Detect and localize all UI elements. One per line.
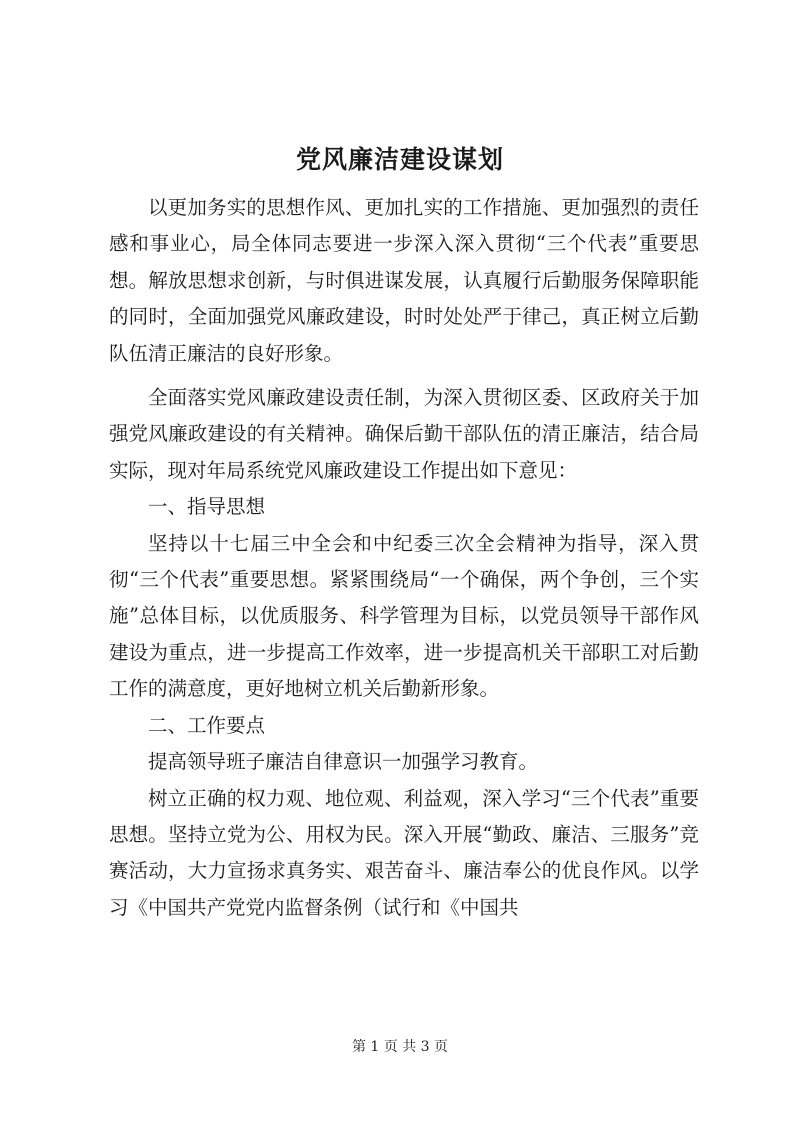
paragraph-intro: 以更加务实的思想作风、更加扎实的工作措施、更加强烈的责任感和事业心，局全体同志要进一步深入深入贯彻“三个代表”重要思想。解放思想求创新，与时俱进谋发展，认真履行后勤服务保障职能的同时，全面加强党风廉政建设，时时处处严于律己，真正树立后勤队伍清正廉洁的良好形象。 xyxy=(109,196,699,365)
section-heading-guiding-thought: 一、指导思想 xyxy=(148,495,266,519)
paragraph-responsibility: 全面落实党风廉政建设责任制，为深入贯彻区委、区政府关于加强党风廉政建设的有关精神。确保后勤干部队伍的清正廉洁，结合局实际，现对年局系统党风廉政建设工作提出如下意见： xyxy=(109,386,699,482)
document-body xyxy=(109,190,699,926)
page-footer: 第 1 页 共 3 页 xyxy=(351,1039,449,1055)
document-title: 党风廉洁建设谋划 xyxy=(295,145,504,174)
paragraph-guiding-thought: 坚持以十七届三中全会和中纪委三次全会精神为指导，深入贯彻“三个代表”重要思想。紧紧围绕局“一个确保，两个争创，三个实施”总体目标，以优质服务、科学管理为目标，以党员领导干部作风建设为重点，进一步提高工作效率，进一步提高机关干部职工对后勤工作的满意度，更好地树立机关后勤新形象。 xyxy=(109,531,699,701)
paragraph-work-point-2: 树立正确的权力观、地位观、利益观，深入学习“三个代表”重要思想。坚持立党为公、用权为民。深入开展“勤政、廉洁、三服务”竞赛活动，大力宣扬求真务实、艰苦奋斗、廉洁奉公的优良作风。以学习《中国共产党党内监督条例（试行和《中国共 xyxy=(109,786,699,919)
paragraph-work-point-1: 提高领导班子廉洁自律意识一加强学习教育。 xyxy=(148,750,539,774)
paragraph-spacer xyxy=(109,372,699,380)
section-heading-work-points: 二、工作要点 xyxy=(148,713,266,737)
